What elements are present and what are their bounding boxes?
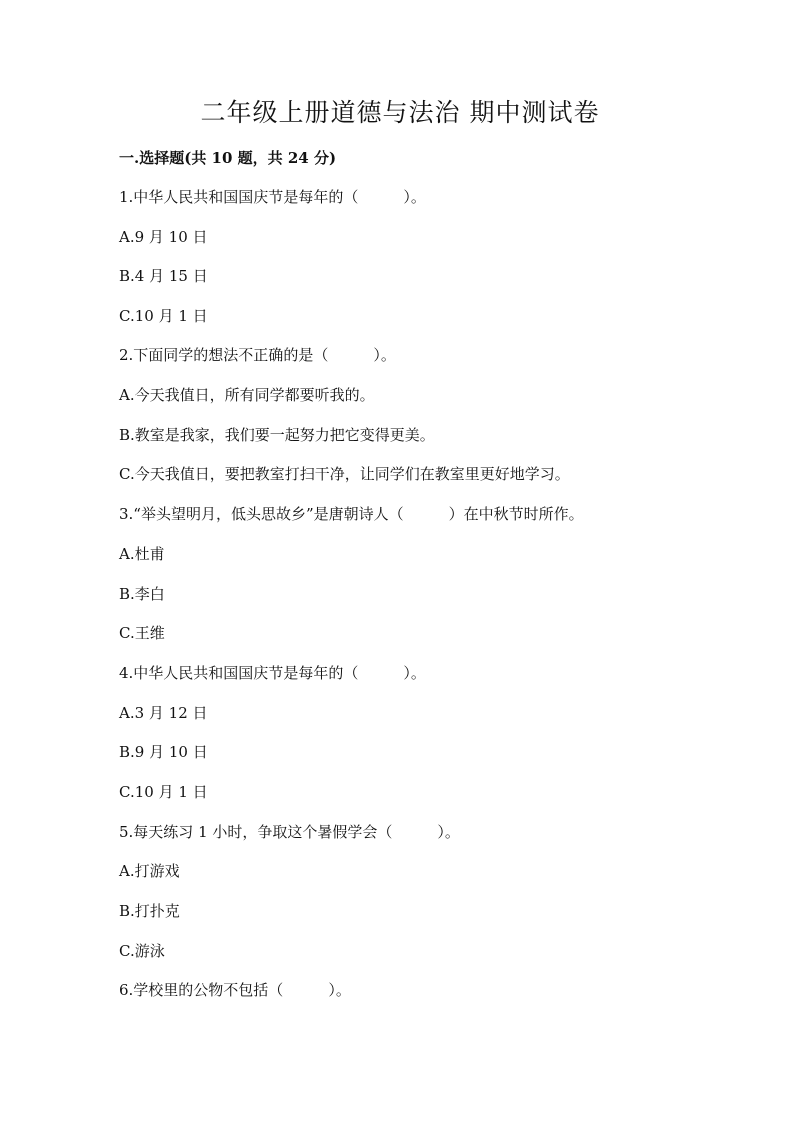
answer-option: A.杜甫 <box>119 545 165 563</box>
section-heading: 一.选择题(共 10 题，共 24 分) <box>119 149 337 167</box>
answer-option: C.游泳 <box>119 942 165 960</box>
answer-option: B.打扑克 <box>119 902 180 920</box>
answer-option: B.4 月 15 日 <box>119 267 208 285</box>
question-stem: 6.学校里的公物不包括（ ）。 <box>119 981 351 999</box>
answer-option: B.李白 <box>119 585 165 603</box>
answer-option: C.王维 <box>119 624 165 642</box>
question-stem: 2.下面同学的想法不正确的是（ ）。 <box>119 346 396 364</box>
question-stem: 1.中华人民共和国国庆节是每年的（ ）。 <box>119 188 426 206</box>
answer-option: C.10 月 1 日 <box>119 307 208 325</box>
question-stem: 3.“举头望明月，低头思故乡”是唐朝诗人（ ）在中秋节时所作。 <box>119 505 584 523</box>
answer-option: A.打游戏 <box>119 862 180 880</box>
answer-option: C.今天我值日，要把教室打扫干净，让同学们在教室里更好地学习。 <box>119 465 570 483</box>
question-stem: 4.中华人民共和国国庆节是每年的（ ）。 <box>119 664 426 682</box>
answer-option: B.教室是我家，我们要一起努力把它变得更美。 <box>119 426 435 444</box>
question-stem: 5.每天练习 1 小时，争取这个暑假学会（ ）。 <box>119 823 460 841</box>
answer-option: A.9 月 10 日 <box>119 228 208 246</box>
page-title: 二年级上册道德与法治 期中测试卷 <box>200 98 600 127</box>
answer-option: A.今天我值日，所有同学都要听我的。 <box>119 386 375 404</box>
answer-option: C.10 月 1 日 <box>119 783 208 801</box>
answer-option: A.3 月 12 日 <box>119 704 208 722</box>
answer-option: B.9 月 10 日 <box>119 743 208 761</box>
